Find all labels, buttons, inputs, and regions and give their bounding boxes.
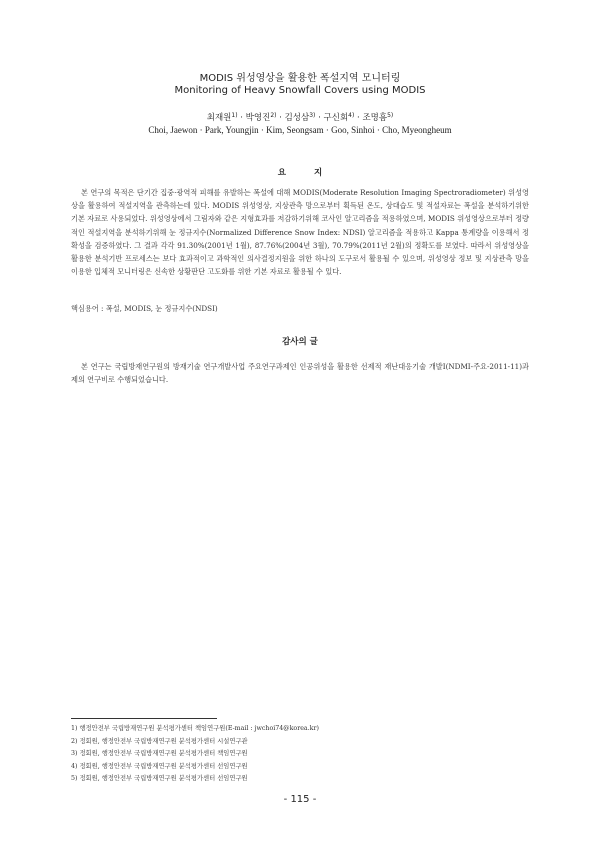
author-affiliation-mark: 5)	[387, 112, 394, 119]
footnote: 1) 행정안전부 국립방재연구원 분석평가센터 책임연구원(E-mail : jwchoi74@korea.kr)	[71, 725, 319, 732]
page-number: - 115 -	[283, 794, 317, 805]
title-english: Monitoring of Heavy Snowfall Covers using MODIS	[174, 85, 426, 96]
authors-korean	[0, 111, 600, 123]
author-affiliation-mark: 3)	[309, 112, 316, 119]
footnote: 2) 정회원, 행정안전부 국립방재연구원 분석평가센터 시설연구관	[71, 737, 248, 745]
author-name: 김성삼	[284, 113, 310, 123]
acknowledgement-heading: 감사의 글	[282, 337, 318, 347]
acknowledgement-body: 본 연구는 국립방재연구원의 방재기술 연구개발사업 주요연구과제인 인공위성을 활용한 선제적 재난대응기술 개발I(NDMI-주요-2011-11)과제의 연구비로 수행되었습니다.	[71, 362, 529, 385]
abstract-heading: 요지	[277, 168, 351, 178]
author-separator: ·	[354, 113, 363, 123]
author-separator: ·	[237, 113, 246, 123]
footnote-divider	[71, 718, 217, 719]
footnotes	[71, 723, 531, 786]
author-separator: ·	[276, 113, 285, 123]
authors-english: Choi, Jaewon · Park, Youngjin · Kim, Seongsam · Goo, Sinhoi · Cho, Myeongheum	[148, 125, 452, 135]
title-korean: MODIS 위성영상을 활용한 폭설지역 모니터링	[199, 73, 401, 84]
footnote: 4) 정회원, 행정안전부 국립방재연구원 분석평가센터 선임연구원	[71, 762, 248, 770]
author-name: 조명흠	[362, 113, 388, 123]
footnote: 3) 정회원, 행정안전부 국립방재연구원 분석평가센터 책임연구원	[71, 750, 248, 758]
author-separator: ·	[315, 113, 324, 123]
abstract-body: 본 연구의 목적은 단기간 집중·광역적 피해를 유발하는 폭설에 대해 MODIS(Moderate Resolution Imaging Spectroradiometer) 위성영상을 활용하여 적설지역을 관측하는데 있다. MODIS 위성영상, 지상관측 망으로부터 획득된 온도, 상대습도 및 적설자료는 폭설을 분석하기위한 기본 자료로 사용되었다. 위성영상에서 그림자와 같은 지형효과를 저감하기위해 코사인 알고리즘을 적용하였으며, MODIS 위성영상으로부터 정량적인 적설지역을 분석하기위해 눈 정규지수(Normalized Difference Snow Index: NDSI) 알고리즘을 적용하고 Kappa 통계량을 이용해서 정확성을 검증하였다. 그 결과 각각 91.30%(2001년 1월), 87.76%(2004년 3월), 70.79%(2011년 2월)의 정확도를 보였다. 따라서 위성영상을 활용한 분석기반 프로세스는 보다 효과적이고 과학적인 의사결정지원을 위한 하나의 도구로서 활용될 수 있으며, 위성영상 정보 및 지상관측 망을 이용한 입체적 모니터링은 신속한 상황판단 고도화를 위한 기본 자료로 활용될 수 있다.	[71, 188, 529, 277]
keywords: 핵심용어 : 폭설, MODIS, 눈 정규지수(NDSI)	[71, 304, 218, 313]
footnote: 5) 정회원, 행정안전부 국립방재연구원 분석평가센터 선임연구원	[71, 775, 248, 783]
author-affiliation-mark: 2)	[270, 112, 277, 119]
author-affiliation-mark: 1)	[231, 112, 238, 119]
author-name: 박영진	[245, 113, 271, 123]
author-affiliation-mark: 4)	[348, 112, 355, 119]
author-name: 구신회	[323, 113, 349, 123]
author-name: 최재원	[206, 113, 232, 123]
